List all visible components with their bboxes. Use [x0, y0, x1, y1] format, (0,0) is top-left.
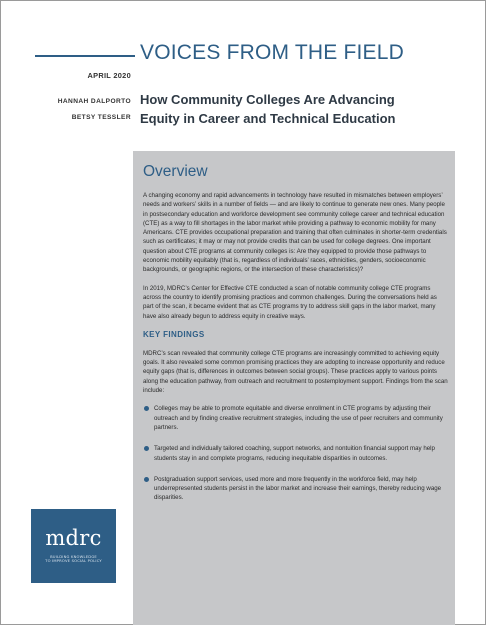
- bullet-dot-icon: [144, 477, 149, 482]
- findings-list: [143, 404, 449, 502]
- subtitle-line: Equity in Career and Technical Education: [140, 111, 396, 126]
- overview-heading: Overview: [143, 163, 208, 180]
- bullet-dot-icon: [144, 446, 149, 451]
- mdrc-logo: [31, 509, 116, 583]
- overview-content: [143, 163, 449, 515]
- logo-tagline: [31, 555, 116, 563]
- finding-text: Targeted and individually tailored coaching, support networks, and nontuition financial support may help students stay in and complete programs, reducing inequitable disparities in outcomes.: [154, 445, 435, 462]
- author-name: HANNAH DALPORTO: [57, 98, 131, 105]
- overview-paragraph: A changing economy and rapid advancements in technology have resulted in mismatches between employers’ needs and workers’ skills in a number of fields — and are likely to continue to generate new ones. Many people in postsecondary education and workforce development see community college career and technical education (CTE) as a way to fill shortages in the labor market while providing a pathway to economic mobility for many Americans. CTE provides occupational preparation and training that often culminates in shorter-term credentials such as certificates; it may or may not provide credits that can be used for college degrees. One important question about CTE programs at community colleges is: Are they equipped to provide those pathways to economic mobility equitably (that is, regardless of individuals’ races, ethnicities, genders, socioeconomic backgrounds, or geographic regions, or the intersection of these characteristics)?: [143, 192, 447, 274]
- report-subtitle: [140, 90, 470, 128]
- series-title: VOICES FROM THE FIELD: [140, 41, 405, 64]
- finding-item: [143, 404, 449, 432]
- finding-text: Postgraduation support services, used more and more frequently in the workforce field, may help underrepresented students persist in the labor market and increase their earnings, thereby reducing wage disparities.: [154, 475, 442, 502]
- finding-text: Colleges may be able to promote equitable and diverse enrollment in CTE programs by adjusting their outreach and by finding creative recruitment strategies, including the use of peer recruiters and community partners.: [154, 405, 443, 431]
- title-rule: [35, 55, 135, 57]
- finding-item: [143, 444, 449, 463]
- logo-tagline-line: TO IMPROVE SOCIAL POLICY: [45, 559, 102, 563]
- overview-paragraph: In 2019, MDRC’s Center for Effective CTE conducted a scan of notable community college CTE programs across the country to identify promising practices and common challenges. During the conversations held as part of the scan, it became evident that as CTE programs try to address skill gaps in the labor market, many have also already begun to address equity in creative ways.: [143, 284, 437, 320]
- logo-wordmark: mdrc: [45, 526, 102, 550]
- key-findings-heading: KEY FINDINGS: [143, 329, 205, 339]
- publication-date: APRIL 2020: [87, 71, 131, 80]
- subtitle-line: How Community Colleges Are Advancing: [140, 92, 395, 107]
- bullet-dot-icon: [144, 406, 149, 411]
- finding-item: [143, 475, 449, 503]
- findings-intro: MDRC’s scan revealed that community college CTE programs are increasingly committed to achieving equity goals. It also revealed some common promising practices they are adopting to increase opportunity and reduce equity gaps (that is, differences in outcomes between social groups). These practices apply to various points along the education pathway, from outreach and recruitment to postemployment support. Findings from the scan include:: [143, 349, 448, 395]
- author-name: BETSY TESSLER: [71, 114, 131, 121]
- overview-panel: [133, 151, 455, 625]
- logo-tagline-line: BUILDING KNOWLEDGE: [50, 555, 97, 559]
